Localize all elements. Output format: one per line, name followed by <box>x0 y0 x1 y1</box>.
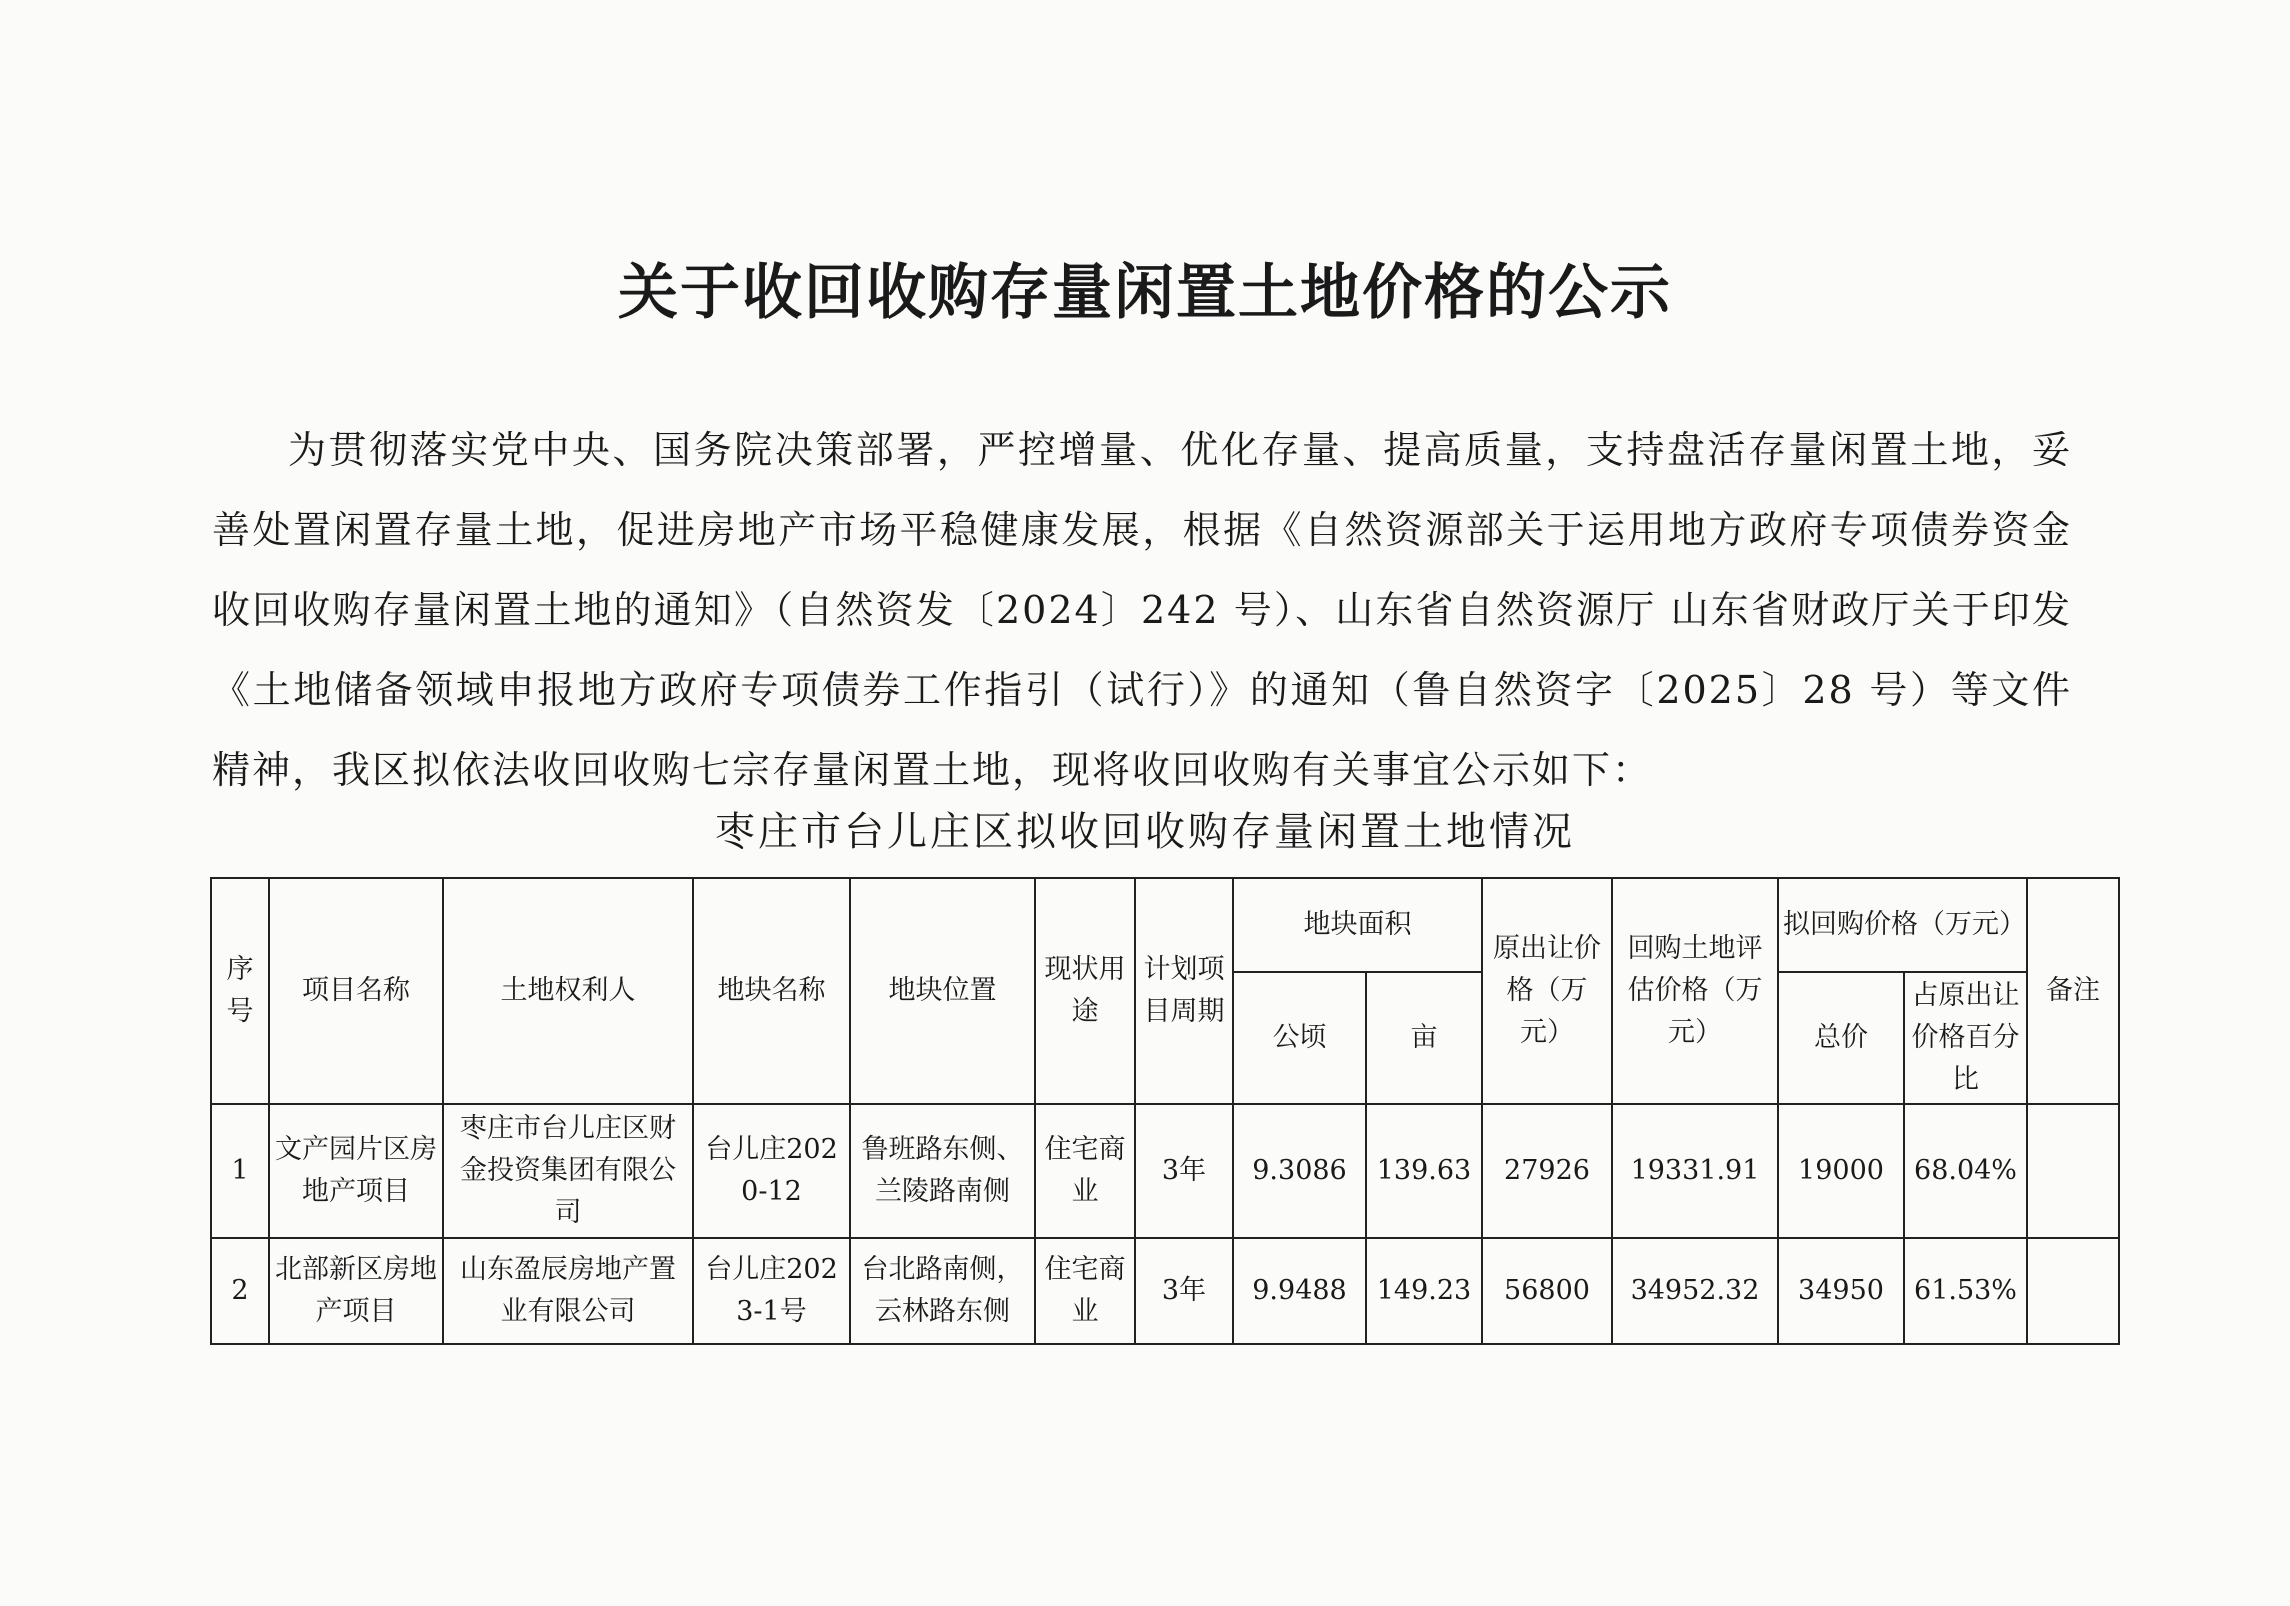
cell-seq: 1 <box>211 1104 269 1238</box>
cell-buyback-pct: 68.04% <box>1904 1104 2027 1238</box>
cell-use: 住宅商业 <box>1035 1104 1135 1238</box>
cell-parcel-name: 台儿庄2020-12 <box>693 1104 850 1238</box>
header-parcel-name: 地块名称 <box>693 878 850 1104</box>
header-location: 地块位置 <box>850 878 1035 1104</box>
header-use: 现状用途 <box>1035 878 1135 1104</box>
cell-remark <box>2027 1104 2119 1238</box>
table-row <box>211 1238 2119 1344</box>
cell-area-ha: 9.9488 <box>1233 1238 1366 1344</box>
cell-remark <box>2027 1238 2119 1344</box>
header-buyback-total: 总价 <box>1778 972 1904 1104</box>
header-eval-price: 回购土地评估价格（万元） <box>1612 878 1778 1104</box>
body-text <box>212 410 2072 810</box>
cell-area-mu: 149.23 <box>1366 1238 1482 1344</box>
header-area-mu: 亩 <box>1366 972 1482 1104</box>
header-area-ha: 公顷 <box>1233 972 1366 1104</box>
cell-period: 3年 <box>1135 1238 1233 1344</box>
header-period: 计划项目周期 <box>1135 878 1233 1104</box>
header-orig-price: 原出让价格（万元） <box>1482 878 1612 1104</box>
table-title: 枣庄市台儿庄区拟收回收购存量闲置土地情况 <box>715 809 1575 855</box>
cell-project: 北部新区房地产项目 <box>269 1238 443 1344</box>
cell-eval-price: 19331.91 <box>1612 1104 1778 1238</box>
intro-paragraph: 为贯彻落实党中央、国务院决策部署，严控增量、优化存量、提高质量，支持盘活存量闲置土地，妥善处置闲置存量土地，促进房地产市场平稳健康发展，根据《自然资源部关于运用地方政府专项债券资金收回收购存量闲置土地的通知》（自然资发〔2024〕242 号）、山东省自然资源厅 山东省财政厅关于印发《土地储备领域申报地方政府专项债券工作指引（试行）》的通知（鲁自然资字〔2025〕28 号）等文件精神，我区拟依法收回收购七宗存量闲置土地，现将收回收购有关事宜公示如下： <box>212 428 2072 792</box>
cell-eval-price: 34952.32 <box>1612 1238 1778 1344</box>
cell-period: 3年 <box>1135 1104 1233 1238</box>
header-row-1 <box>211 878 2119 972</box>
header-owner: 土地权利人 <box>443 878 693 1104</box>
cell-area-mu: 139.63 <box>1366 1104 1482 1238</box>
cell-seq: 2 <box>211 1238 269 1344</box>
cell-project: 文产园片区房地产项目 <box>269 1104 443 1238</box>
cell-buyback-total: 19000 <box>1778 1104 1904 1238</box>
cell-buyback-pct: 61.53% <box>1904 1238 2027 1344</box>
header-buyback: 拟回购价格（万元） <box>1778 878 2027 972</box>
cell-owner: 山东盈辰房地产置业有限公司 <box>443 1238 693 1344</box>
header-area: 地块面积 <box>1233 878 1482 972</box>
cell-parcel-name: 台儿庄2023-1号 <box>693 1238 850 1344</box>
cell-location: 台北路南侧，云林路东侧 <box>850 1238 1035 1344</box>
cell-owner: 枣庄市台儿庄区财金投资集团有限公司 <box>443 1104 693 1238</box>
cell-buyback-total: 34950 <box>1778 1238 1904 1344</box>
cell-location: 鲁班路东侧、兰陵路南侧 <box>850 1104 1035 1238</box>
cell-area-ha: 9.3086 <box>1233 1104 1366 1238</box>
header-remark: 备注 <box>2027 878 2119 1104</box>
cell-orig-price: 27926 <box>1482 1104 1612 1238</box>
cell-use: 住宅商业 <box>1035 1238 1135 1344</box>
header-project: 项目名称 <box>269 878 443 1104</box>
document-title: 关于收回收购存量闲置土地价格的公示 <box>618 258 1672 328</box>
cell-orig-price: 56800 <box>1482 1238 1612 1344</box>
table-row <box>211 1104 2119 1238</box>
header-buyback-pct: 占原出让价格百分比 <box>1904 972 2027 1104</box>
land-table <box>210 877 2120 1345</box>
header-seq: 序号 <box>211 878 269 1104</box>
